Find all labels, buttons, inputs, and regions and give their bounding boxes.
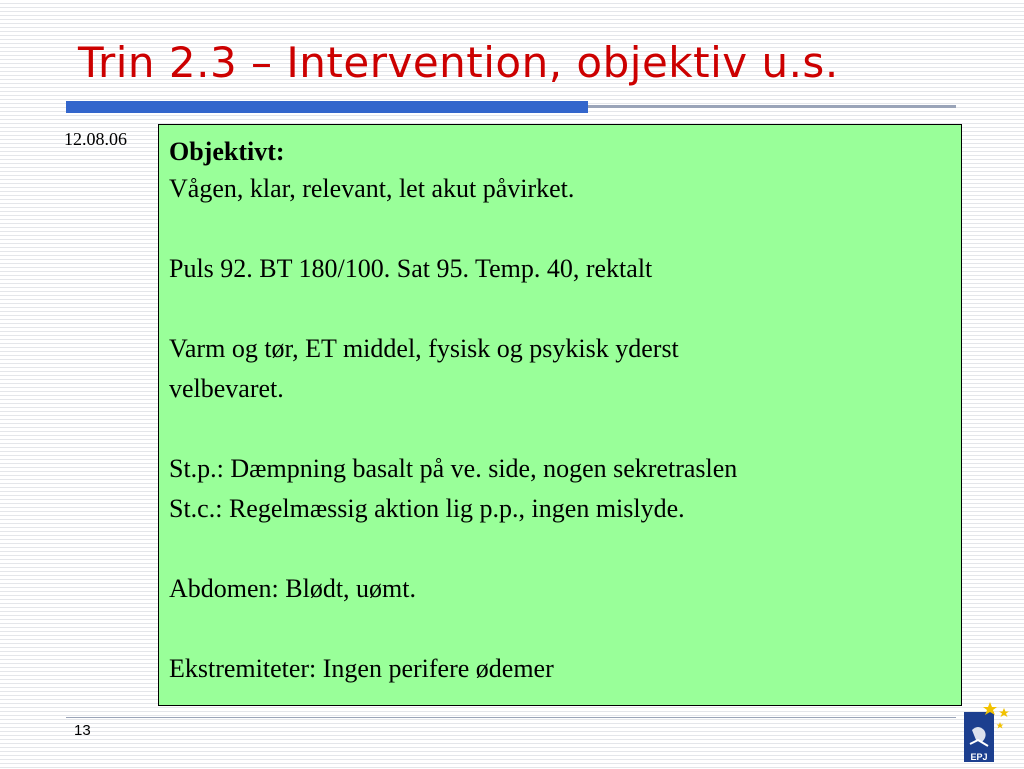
objective-heading: Objektivt: (169, 137, 285, 166)
finding-consciousness: Vågen, klar, relevant, let akut påvirket. (169, 174, 575, 203)
title-underline-thin (588, 105, 956, 108)
slide-title: Trin 2.3 – Intervention, objektiv u.s. (78, 38, 839, 87)
page-number: 13 (74, 722, 91, 739)
finding-lungs: St.p.: Dæmpning basalt på ve. side, nogen sekretraslen (169, 454, 738, 483)
epj-logo-icon (960, 700, 1016, 764)
blank-line (169, 409, 951, 449)
footer-divider (66, 717, 956, 718)
finding-abdomen: Abdomen: Blødt, uømt. (169, 574, 416, 603)
title-underline-accent (66, 101, 588, 113)
finding-extremities: Ekstremiteter: Ingen perifere ødemer (169, 654, 554, 683)
blank-line (169, 209, 951, 249)
objective-findings-box (158, 124, 962, 706)
slide-date: 12.08.06 (64, 129, 127, 149)
finding-general-line-1: Varm og tør, ET middel, fysisk og psykisk yderst (169, 334, 679, 363)
blank-line (169, 529, 951, 569)
blank-line (169, 289, 951, 329)
finding-general-line-2: velbevaret. (169, 374, 284, 403)
logo-text: EPJ (970, 752, 988, 762)
finding-heart: St.c.: Regelmæssig aktion lig p.p., ingen mislyde. (169, 494, 685, 523)
finding-vitals: Puls 92. BT 180/100. Sat 95. Temp. 40, rektalt (169, 254, 653, 283)
blank-line (169, 609, 951, 649)
